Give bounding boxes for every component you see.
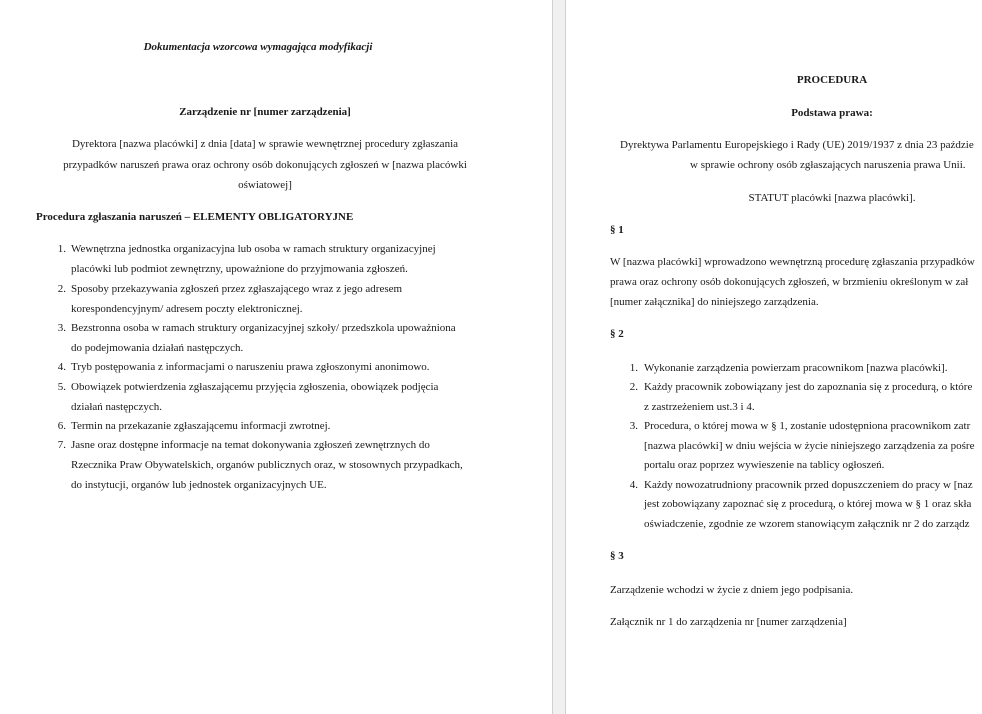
list-item-line: Obowiązek potwierdzenia zgłaszającemu przyjęcia zgłoszenia, obowiązek podjęcia <box>71 381 439 393</box>
list-item-line: Tryb postępowania z informacjami o naruszeniu prawa zgłoszonymi anonimowo. <box>71 361 430 373</box>
list-item-line: portalu oraz poprzez wywieszenie na tablicy ogłoszeń. <box>644 459 885 471</box>
list-item-line: Bezstronna osoba w ramach struktury organizacyjnej szkoły/ przedszkola upoważniona <box>71 322 456 334</box>
list-item-line: Rzecznika Praw Obywatelskich, organów publicznych oraz, w stosownych przypadkach, <box>71 459 463 471</box>
section-heading: Procedura zgłaszania naruszeń – ELEMENTY OBLIGATORYJNE <box>36 211 354 223</box>
intro-line: Dyrektora [nazwa placówki] z dnia [data] w sprawie wewnętrznej procedury zgłaszania <box>71 138 459 150</box>
list-item-line: Wewnętrzna jednostka organizacyjna lub osoba w ramach struktury organizacyjnej <box>71 243 436 255</box>
intro-line: oświatowej] <box>238 179 292 191</box>
document-page-right[interactable] <box>566 0 982 714</box>
list-item-line: Każdy nowozatrudniony pracownik przed dopuszczeniem do pracy w [naz <box>644 479 973 491</box>
list-item-line: placówki lub podmiot zewnętrzny, upoważnione do przyjmowania zgłoszeń. <box>71 263 408 275</box>
decree-title: Zarządzenie nr [numer zarządzenia] <box>179 106 351 118</box>
list-item-line: [nazwa placówki] w dniu wejścia w życie niniejszego zarządzenia za pośre <box>644 440 975 452</box>
intro-line: przypadków naruszeń prawa oraz ochrony osób dokonujących zgłoszeń w [nazwa placówki <box>63 159 467 171</box>
list-item-line: korespondencyjnym/ adresem poczty elektronicznej. <box>71 303 303 315</box>
list-item-line: jest zobowiązany zapoznać się z procedurą, o której mowa w § 1 oraz skła <box>644 498 972 510</box>
list-item-number: 3. <box>57 322 66 334</box>
document-note: Dokumentacja wzorcowa wymagająca modyfikacji <box>143 41 373 53</box>
legal-basis-line: w sprawie ochrony osób zgłaszających naruszenia prawa Unii. <box>690 159 966 171</box>
paragraph-heading: § 2 <box>610 328 624 340</box>
list-item-line: Sposoby przekazywania zgłoszeń przez zgłaszającego wraz z jego adresem <box>71 283 403 295</box>
list-item-line: do podejmowania działań następczych. <box>71 342 244 354</box>
list-item-line: Termin na przekazanie zgłaszającemu informacji zwrotnej. <box>71 420 331 432</box>
paragraph-line: W [nazwa placówki] wprowadzono wewnętrzną procedurę zgłaszania przypadków <box>610 256 975 268</box>
paragraph-heading: § 1 <box>610 224 624 236</box>
list-item-line: działań następczych. <box>71 401 163 413</box>
list-item-number: 6. <box>57 420 66 432</box>
paragraph-line: Zarządzenie wchodzi w życie z dniem jego podpisania. <box>610 584 854 596</box>
list-item-line: oświadczenie, zgodnie ze wzorem stanowiącym załącznik nr 2 do zarządz <box>644 518 970 530</box>
paragraph-line: prawa oraz ochrony osób dokonujących zgłoszeń, w brzmieniu określonym w zał <box>610 276 969 288</box>
list-item-line: Procedura, o której mowa w § 1, zostanie udostępniona pracownikom zatr <box>644 420 971 432</box>
list-item-number: 2. <box>629 381 638 393</box>
procedure-title: PROCEDURA <box>796 74 868 86</box>
list-item-number: 1. <box>57 243 66 255</box>
list-item-number: 3. <box>629 420 638 432</box>
legal-basis-line: Dyrektywa Parlamentu Europejskiego i Rady (UE) 2019/1937 z dnia 23 paździe <box>620 139 974 151</box>
list-item-number: 4. <box>57 361 66 373</box>
list-item-line: z zastrzeżeniem ust.3 i 4. <box>644 401 755 413</box>
list-item-number: 2. <box>57 283 66 295</box>
list-item-number: 1. <box>629 362 638 374</box>
list-item-line: do instytucji, organów lub jednostek organizacyjnych UE. <box>71 479 327 491</box>
list-item-line: Jasne oraz dostępne informacje na temat dokonywania zgłoszeń zewnętrznych do <box>71 439 430 451</box>
list-item-line: Każdy pracownik zobowiązany jest do zapoznania się z procedurą, o które <box>644 381 973 393</box>
list-item-number: 7. <box>57 439 66 451</box>
paragraph-line: [numer załącznika] do niniejszego zarządzenia. <box>610 296 819 308</box>
paragraph-heading: § 3 <box>610 550 624 562</box>
statute-line: STATUT placówki [nazwa placówki]. <box>748 192 916 204</box>
list-item-line: Wykonanie zarządzenia powierzam pracownikom [nazwa placówki]. <box>644 362 948 374</box>
list-item-number: 5. <box>57 381 66 393</box>
legal-basis-title: Podstawa prawa: <box>791 107 873 119</box>
list-item-number: 4. <box>629 479 638 491</box>
attachment-line: Załącznik nr 1 do zarządzenia nr [numer zarządzenia] <box>610 616 847 628</box>
page-separator <box>552 0 566 714</box>
